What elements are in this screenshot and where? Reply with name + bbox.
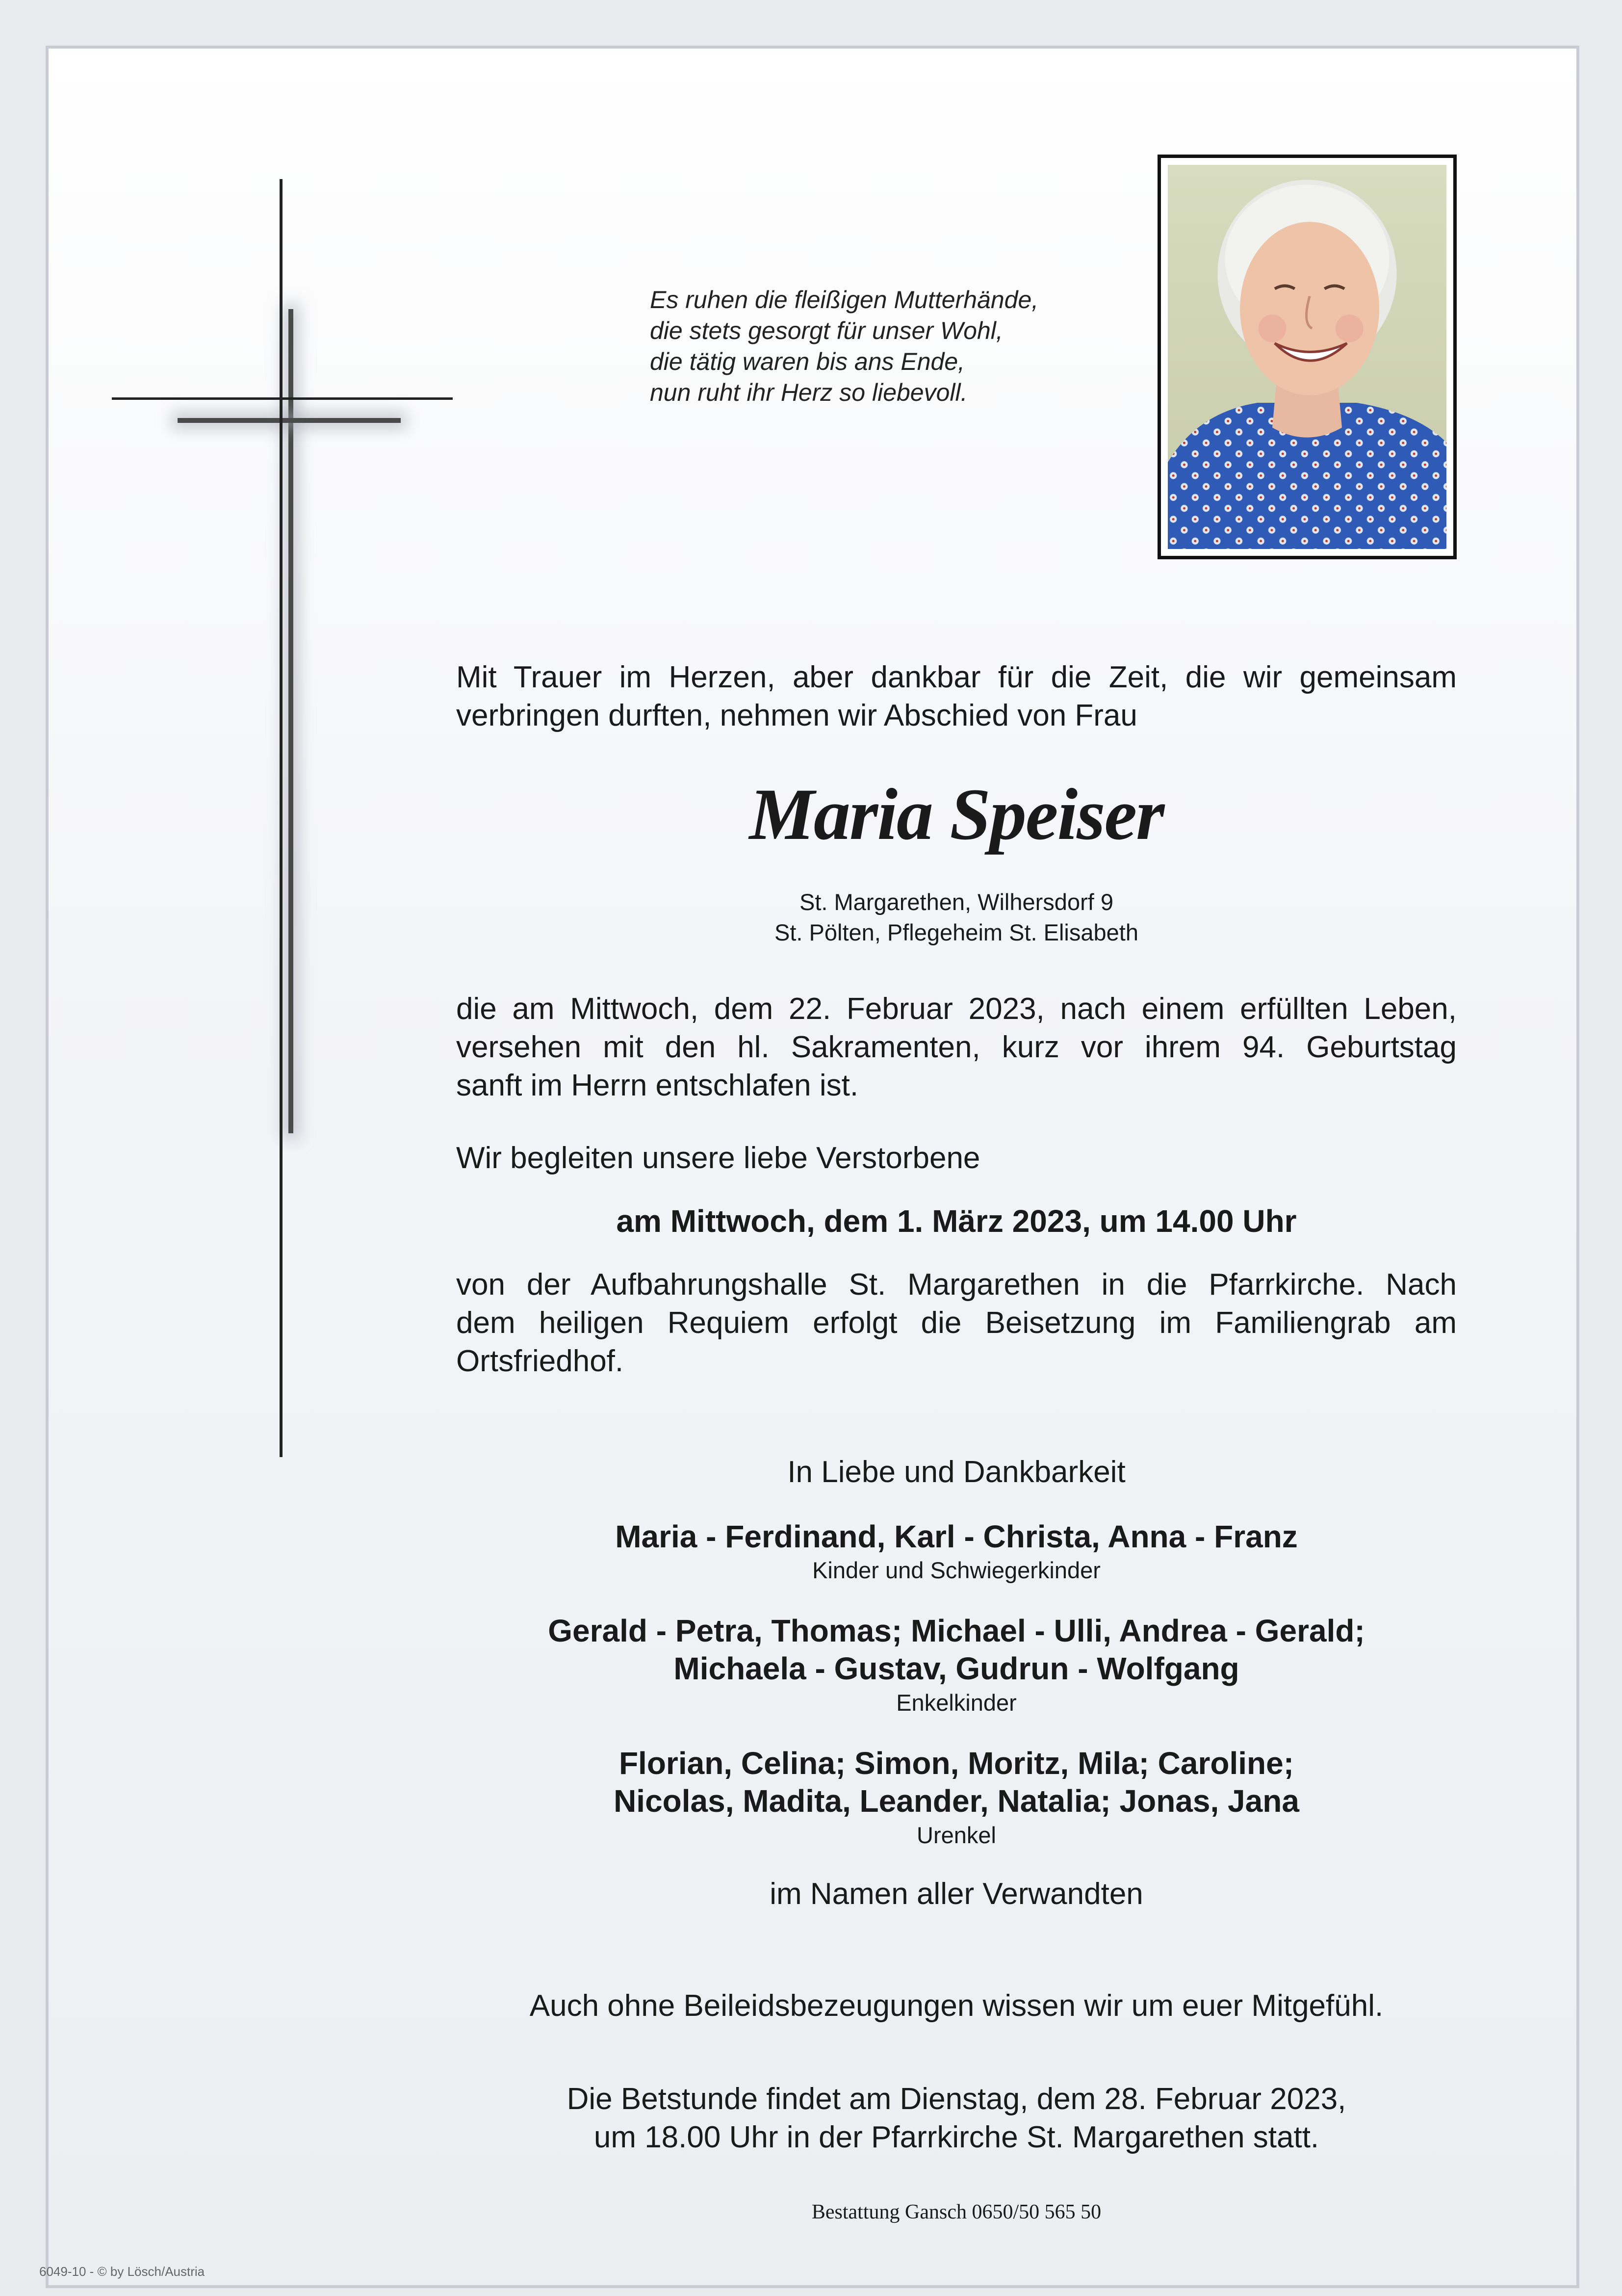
grandchildren-names: Gerald - Petra, Thomas; Michael - Ulli, Andrea - Gerald;: [548, 1613, 1365, 1648]
cross-icon-horizontal: [112, 397, 453, 400]
death-notice-line: versehen mit den hl. Sakramenten, kurz vor ihrem 94. Geburtstag: [456, 1030, 1457, 1064]
death-notice-line: die am Mittwoch, dem 22. Februar 2023, nach einem erfüllten Leben,: [456, 992, 1457, 1026]
prayer-hour-line: um 18.00 Uhr in der Pfarrkirche St. Margarethen statt.: [593, 2120, 1319, 2154]
deceased-addresses: [456, 887, 1457, 948]
grandchildren-label: Enkelkinder: [896, 1690, 1017, 1716]
poem-line: nun ruht ihr Herz so liebevoll.: [650, 379, 968, 406]
mourners-closing: im Namen aller Verwandten: [770, 1877, 1143, 1911]
children-label: Kinder und Schwiegerkinder: [812, 1557, 1101, 1583]
memorial-poem: [650, 285, 1091, 408]
poem-line: Es ruhen die fleißigen Mutterhände,: [650, 286, 1039, 313]
funeral-procession-paragraph: [456, 1266, 1457, 1381]
portrait-photo: [1158, 155, 1457, 559]
cross-shadow-vertical: [288, 309, 293, 1133]
funeral-line: Ortsfriedhof.: [456, 1344, 624, 1378]
funeral-line: dem heiligen Requiem erfolgt die Beisetzung im Familiengrab am: [456, 1306, 1457, 1340]
address-line: St. Pölten, Pflegeheim St. Elisabeth: [774, 919, 1138, 945]
intro-paragraph: [456, 658, 1457, 735]
cross-shadow-horizontal: [178, 418, 401, 423]
cross-icon-vertical: [280, 179, 283, 1457]
condolence-note: Auch ohne Beileidsbezeugungen wissen wir um euer Mitgefühl.: [529, 1989, 1384, 2023]
funeral-date: am Mittwoch, dem 1. März 2023, um 14.00 Uhr: [616, 1203, 1297, 1239]
poem-line: die stets gesorgt für unser Wohl,: [650, 317, 1003, 344]
children-names: Maria - Ferdinand, Karl - Christa, Anna - Franz: [615, 1519, 1298, 1554]
undertaker-credit: Bestattung Gansch 0650/50 565 50: [811, 2201, 1102, 2223]
intro-line: Mit Trauer im Herzen, aber dankbar für die Zeit, die wir gemeinsam: [456, 660, 1457, 694]
print-code: 6049-10 - © by Lösch/Austria: [39, 2264, 205, 2279]
mourners-heading: In Liebe und Dankbarkeit: [787, 1455, 1126, 1489]
grandchildren-names: Michaela - Gustav, Gudrun - Wolfgang: [673, 1651, 1239, 1686]
prayer-hour-line: Die Betstunde findet am Dienstag, dem 28. Februar 2023,: [566, 2082, 1346, 2116]
poem-line: die tätig waren bis ans Ende,: [650, 348, 965, 375]
death-notice-line: sanft im Herrn entschlafen ist.: [456, 1069, 859, 1102]
death-notice-paragraph: [456, 990, 1457, 1105]
intro-line: verbringen durften, nehmen wir Abschied von Frau: [456, 699, 1137, 732]
portrait-image: [1168, 165, 1446, 549]
great-grandchildren-label: Urenkel: [917, 1822, 996, 1848]
deceased-name: Maria Speiser: [749, 774, 1164, 855]
address-line: St. Margarethen, Wilhersdorf 9: [799, 889, 1113, 915]
great-grandchildren-names: Florian, Celina; Simon, Moritz, Mila; Caroline;: [618, 1746, 1294, 1781]
great-grandchildren-names: Nicolas, Madita, Leander, Natalia; Jonas, Jana: [614, 1783, 1299, 1819]
funeral-intro: Wir begleiten unsere liebe Verstorbene: [456, 1141, 980, 1175]
funeral-line: von der Aufbahrungshalle St. Margarethen in die Pfarrkirche. Nach: [456, 1268, 1457, 1302]
